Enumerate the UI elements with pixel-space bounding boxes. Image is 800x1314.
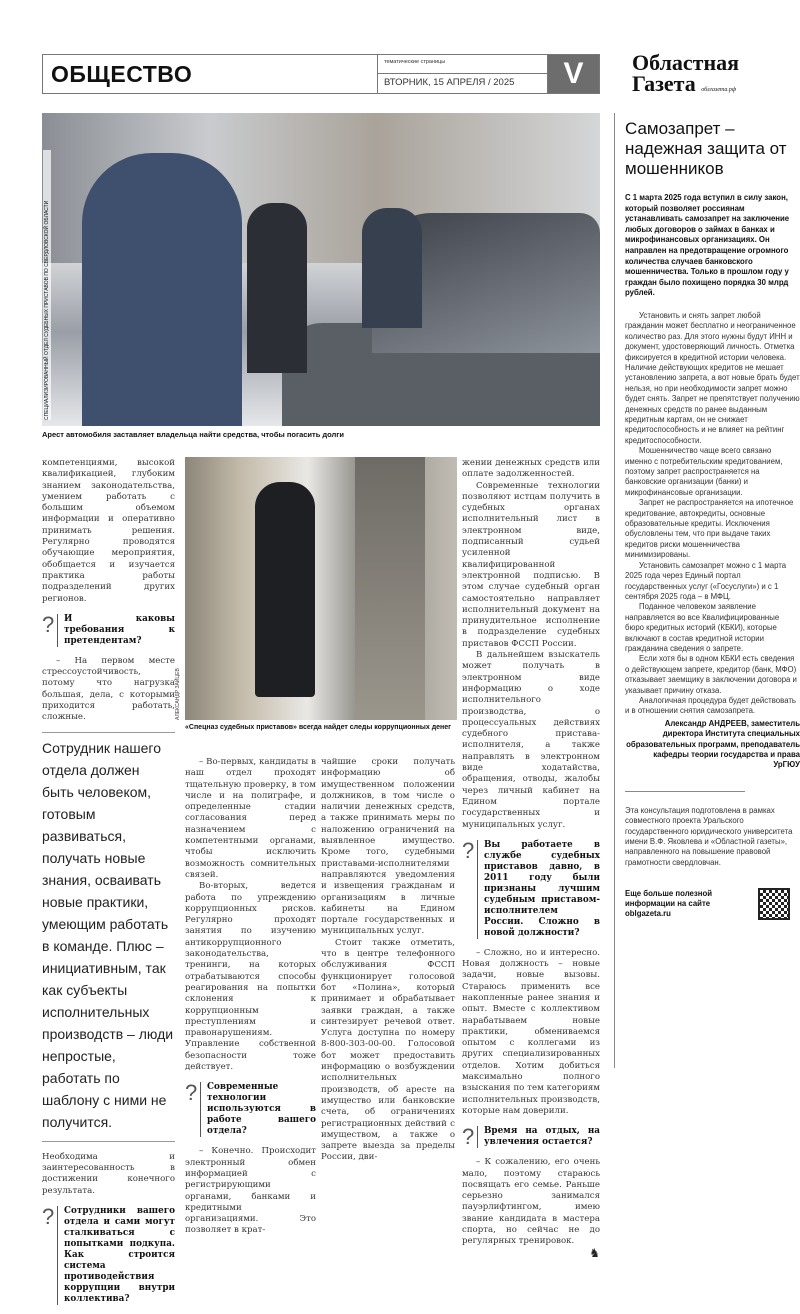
page-letter: V: [548, 55, 599, 93]
paragraph: Поданное человеком заявление направляется во все Квалифицированные бюро кредитных историй (КБКИ), которые включают в состав кредитной истории гражданина сведения о запрете.: [625, 602, 780, 653]
column-3: [321, 757, 455, 1164]
question-mark-icon: ?: [42, 1203, 55, 1229]
paragraph: жении денежных средств или оплате задолженностей.: [462, 458, 600, 480]
paragraph: В дальнейшем взыскатель может получать в электронном виде информацию о ходе исполнительного производства, о процессуальных действиях судебного пристава-исполнителя, а также направлять в электронном виде ходатайства, обращения, отводы, жалобы через личный кабинет на Едином портале государственных и муниципальных услуг.: [462, 650, 600, 830]
question-mark-icon: ?: [42, 611, 55, 637]
issue-date: ВТОРНИК, 15 АПРЕЛЯ / 2025: [384, 77, 515, 88]
paragraph: Во-вторых, ведется работа по упреждению коррупционных рисков. Регулярно проходят занятия по изучению антикоррупционного законодательства, тренинги, на которых отрабатываются способы реагирования на попытки склонения к коррупционным преступлениям и правонарушениям. Управление собственной безопасности тоже действует.: [185, 881, 316, 1073]
column-2: [185, 757, 316, 1237]
question-mark-icon: ?: [462, 1124, 475, 1150]
interview-question: [42, 611, 175, 647]
qr-code-icon[interactable]: [758, 888, 790, 920]
paragraph: – Сложно, но и интересно. Новая должность – новые задачи, новые вызовы. Стараюсь применить все накопленные ранее знания и опыт. Вместе с коллективом нарабатываем новые практики, обмениваемся опытом с коллегами из других специализированных отделов. Хотим добиться максимально полного взыскания по тем категориям исполнительных производств, которые нам доверили.: [462, 947, 600, 1116]
interview-question: [462, 1126, 600, 1148]
paragraph: Установить и снять запрет любой гражданин может бесплатно и неограниченное количество раз. Для этого нужны будут ИНН и документ, удостоверяющий личность. Отметка фиксируется в кредитной истории человека. Наличие действующих кредитов не мешает установлению запрета, а вот новые брать будет нельзя, но при необходимости запрет можно будет снять. Запрет не препятствует получению денежных средств по ранее выданным кредитным картам, он не снижает кредитоспособность и не влияет на рейтинг кредитоспособности.: [625, 310, 800, 445]
section-header: [42, 54, 600, 94]
photo-caption: Арест автомобиля заставляет владельца найти средства, чтобы погасить долги: [42, 430, 345, 439]
question-text: Вы работаете в службе судебных приставов давно, в 2011 году были признаны лучшим судебным приставом-исполнителем России. Сложно в новой должности?: [477, 840, 600, 939]
logo-line1: Областная: [632, 50, 740, 75]
author-signature: Александр АНДРЕЕВ, заместитель директора Института специальных образовательных программ, преподаватель кафедры теории государства и права УрГЮУ: [626, 718, 800, 770]
paragraph: Запрет не распространяется на ипотечное кредитование, автокредиты, основные образовательные кредиты. Исключения обусловлены тем, что при выдаче таких кредитов риски мошенничества минимизированы.: [625, 498, 794, 560]
header-meta: [378, 55, 548, 93]
photo-credit-2: АЛЕКСАНДР ЗАЙЦЕВ: [175, 668, 181, 720]
divider: [625, 791, 745, 792]
question-text: Сотрудники вашего отдела и сами могут сталкиваться с попытками подкупа. Как строится система противодействия коррупции внутри коллектива?: [57, 1206, 175, 1305]
interview-question: [42, 1203, 175, 1305]
paragraph: компетенциями, высокой квалификацией, глубоким знанием законодательства, умением работать с большим объемом информации и оперативно принимать решения. Регулярно проводятся обучающие мероприятия, обобщается и изучается практика работы подразделений других регионов.: [42, 458, 175, 604]
interview-question: [185, 1082, 316, 1137]
paragraph: – На первом месте стрессоустойчивость, потому что нагрузка большая, дела, с которыми приходится работать, сложные.: [42, 655, 175, 723]
sidebar-body: [625, 311, 800, 717]
paragraph: Мошенничество чаще всего связано именно с потребительским кредитованием, поэтому запрет распространяется на банковские организации (банки) и микрофинансовые организации.: [625, 446, 783, 497]
question-mark-icon: ?: [185, 1080, 198, 1106]
sidebar-lead: С 1 марта 2025 года вступил в силу закон, который позволяет россиянам устанавливать самозапрет на заключение любых договоров о займах в банках и микрофинансовых организациях. Он направлен на предотвращение огромного количества случаев банковского мошенничества. Только в прошлом году у граждан было похищено порядка 30 млрд рублей.: [625, 193, 790, 298]
paragraph: чайшие сроки получать информацию об имущественном положении должников, в том числе о наличии денежных средств, а также принимать меры по наложению ограничений на выявленное имущество. Кроме того, судебными приставами-исполнителями направляются уведомления и извещения гражданам и организациям в личные кабинеты на Едином портале государственных и муниципальных услуг.: [321, 757, 455, 937]
column-1: [42, 458, 175, 1314]
photo-car-arrest: [42, 113, 600, 426]
paragraph: Установить самозапрет можно с 1 марта 2025 года через Единый портал государственных услуг («Госуслуги») и с 1 сентября 2025 года – в МФЦ.: [625, 560, 787, 601]
question-mark-icon: ?: [462, 837, 475, 863]
paragraph: Стоит также отметить, что в центре телефонного обслуживания ФССП функционирует голосовой бот «Полина», который принимает и обрабатывает заявки граждан, а также синтезирует речевой ответ. Услуга доступна по номеру 8-800-303-00-00. Голосовой бот может предоставить информацию о возбуждении исполнительных производств, об аресте на имущество или банковские счета, об ограничениях регистрационных действий с имуществом, а также о запрете выезда за пределы России, дви-: [321, 937, 455, 1163]
website-link[interactable]: Еще больше полезной информации на сайте oblgazeta.ru: [625, 888, 713, 919]
logo-site: облгазета.рф: [701, 87, 737, 93]
pull-quote: Сотрудник нашего отдела должен быть человеком, готовым развиваться, получать новые знания, осваивать новые практики, умеющим работать в команде. Плюс – инициативным, так как субъекты исполнительных производств – люди непростые, работать по шаблону с ними не получится.: [42, 732, 175, 1142]
question-text: Современные технологии используются в работе вашего отдела?: [200, 1082, 316, 1137]
sidebar-title: Самозапрет – надежная защита от мошенников: [625, 119, 787, 178]
paragraph: Если хотя бы в одном КБКИ есть сведения о действующем запрете, кредитор (банк, МФО) отказывает заемщику в заключении договора и указывает причину отказа.: [625, 654, 797, 695]
interview-question: [462, 837, 600, 939]
paragraph: Современные технологии позволяют истцам получить в судебных органах исполнительный лист в электронном виде, подписанный судьей усиленной квалифицированной электронной подписью. В этом случае судебный орган самостоятельно направляет исполнительный документ на принудительное исполнение в подразделение судебных приставов ФССП России.: [462, 480, 600, 649]
logo-line2: Газета: [632, 71, 696, 96]
photo-credit: СПЕЦИАЛИЗИРОВАННЫЙ ОТДЕЛ СУДЕБНЫХ ПРИСТАВОВ ПО СВЕРДЛОВСКОЙ ОБЛАСТИ: [43, 150, 51, 420]
photo-caption-2: «Спецназ судебных приставов» всегда найдет следы коррупционных денег: [185, 724, 452, 731]
photo-bailiff: [185, 457, 457, 720]
sidebar-article: [614, 113, 800, 1068]
paragraph: – Конечно. Происходит электронный обмен информацией с регистрирующими органами, банками и кредитными организациями. Это позволяет в крат-: [185, 1146, 316, 1236]
project-note: Эта консультация подготовлена в рамках совместного проекта Уральского государственного юридического университета имени В.Ф. Яковлева и «Областной газеты», направленного на повышение правовой грамотности свердловчан.: [625, 805, 793, 867]
column-4: [462, 458, 600, 1259]
newspaper-logo: [632, 52, 739, 101]
paragraph: – К сожалению, его очень мало, поэтому стараюсь посвящать его семье. Раньше серьезно занимался пауэрлифтингом, имею звание кандидата в мастера спорта, но сейчас не до регулярных тренировок.: [462, 1157, 600, 1247]
question-text: И каковы требования к претендентам?: [57, 614, 175, 647]
question-text: Время на отдых, на увлечения остается?: [477, 1126, 600, 1148]
header-subtitle: тематические страницы: [378, 55, 547, 74]
section-title: ОБЩЕСТВО: [43, 55, 378, 93]
end-mark-icon: ♞: [589, 1245, 600, 1260]
paragraph: Необходима и заинтересованность в достижении конечного результата.: [42, 1151, 175, 1196]
paragraph: – Во-первых, кандидаты в наш отдел проходят тщательную проверку, в том числе и на полиграфе, и определенные стадии согласования перед назначением с компетентными органами, чтобы исключить возможность сомнительных связей.: [185, 757, 316, 880]
paragraph: Аналогичная процедура будет действовать и в отношении снятия самозапрета.: [625, 695, 796, 716]
